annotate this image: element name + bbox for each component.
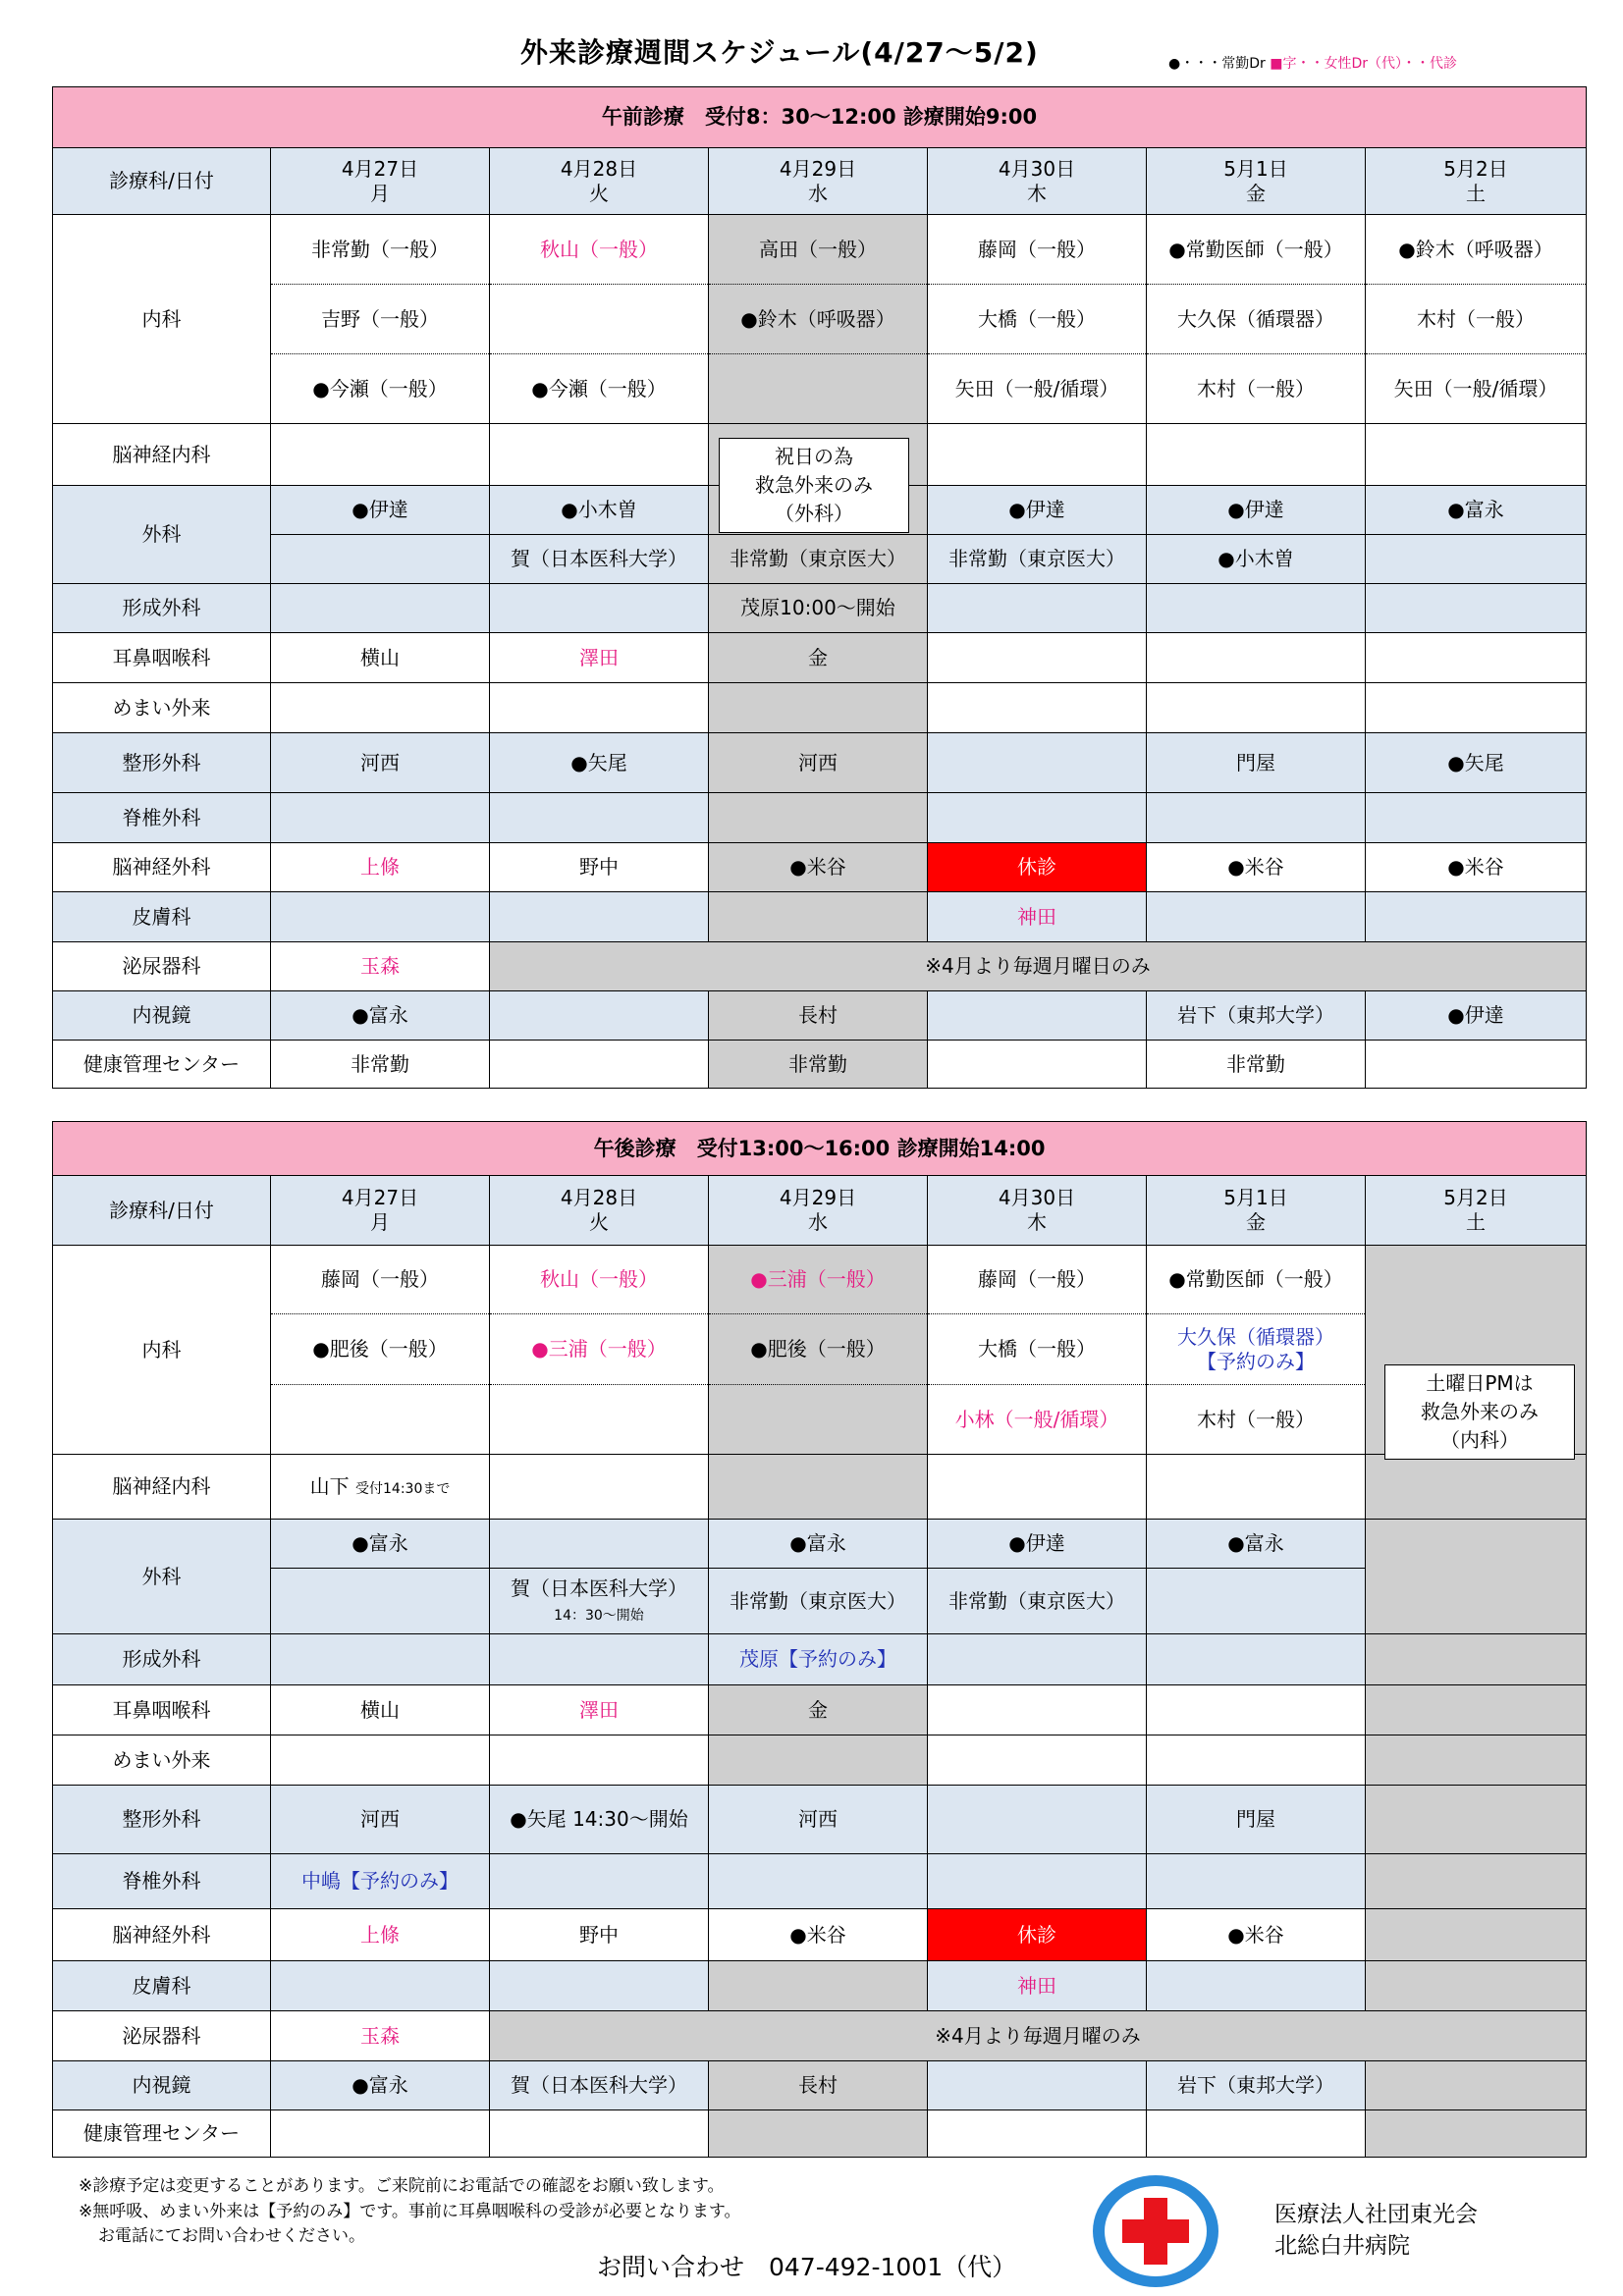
cell bbox=[271, 1569, 490, 1634]
day-header: 5月2日 土 bbox=[1366, 1176, 1587, 1246]
cell: 大久保（循環器） bbox=[1147, 285, 1366, 354]
dept-header: 診療科/日付 bbox=[53, 148, 271, 215]
cell: 横山 bbox=[271, 1685, 490, 1735]
cell: 中嶋【予約のみ】 bbox=[271, 1854, 490, 1909]
cell: 高田（一般） bbox=[709, 215, 928, 285]
day-header: 4月29日 水 bbox=[709, 148, 928, 215]
cell bbox=[490, 1041, 709, 1089]
cell: 神田 bbox=[928, 1961, 1147, 2011]
dept-label: 外科 bbox=[53, 1520, 271, 1634]
cell: ●今瀬（一般） bbox=[271, 354, 490, 424]
cell bbox=[1366, 424, 1587, 486]
day-header: 4月27日 月 bbox=[271, 1176, 490, 1246]
cell: ●富永 bbox=[1147, 1520, 1366, 1569]
cell: 木村（一般） bbox=[1366, 285, 1587, 354]
cell: 門屋 bbox=[1147, 733, 1366, 793]
dept-label: 健康管理センター bbox=[53, 1041, 271, 1089]
cell: ●富永 bbox=[271, 2061, 490, 2110]
cell: ●伊達 bbox=[271, 486, 490, 535]
dept-label: 脳神経内科 bbox=[53, 1455, 271, 1520]
cell: ●富永 bbox=[271, 1520, 490, 1569]
dept-label: 脳神経外科 bbox=[53, 1909, 271, 1961]
dept-label: 泌尿器科 bbox=[53, 942, 271, 991]
cell: 藤岡（一般） bbox=[271, 1246, 490, 1314]
cell: 神田 bbox=[928, 892, 1147, 942]
organization bbox=[1274, 2199, 1478, 2262]
cell: 非常勤（一般） bbox=[271, 215, 490, 285]
cell bbox=[928, 2061, 1147, 2110]
cell: 澤田 bbox=[490, 1685, 709, 1735]
cell bbox=[928, 733, 1147, 793]
cell: 茂原【予約のみ】 bbox=[709, 1634, 928, 1685]
dept-label: 耳鼻咽喉科 bbox=[53, 1685, 271, 1735]
cell bbox=[709, 354, 928, 424]
cell bbox=[271, 1385, 490, 1455]
legend-regular: ●・・・常勤Dr bbox=[1168, 56, 1266, 72]
cell: ●常勤医師（一般） bbox=[1147, 1246, 1366, 1314]
cell: 横山 bbox=[271, 633, 490, 683]
cell: 矢田（一般/循環） bbox=[928, 354, 1147, 424]
cell: 木村（一般） bbox=[1147, 354, 1366, 424]
cell: 河西 bbox=[271, 1786, 490, 1854]
cell: 非常勤 bbox=[709, 1041, 928, 1089]
cell: 金 bbox=[709, 1685, 928, 1735]
cell bbox=[490, 1385, 709, 1455]
dept-label: 脳神経外科 bbox=[53, 843, 271, 892]
cell: 非常勤 bbox=[1147, 1041, 1366, 1089]
saturday-note: 土曜日PMは 救急外来のみ （内科） bbox=[1384, 1364, 1575, 1460]
org-corp: 医療法人社団東光会 bbox=[1274, 2202, 1478, 2227]
cell: 上條 bbox=[271, 843, 490, 892]
dept-header: 診療科/日付 bbox=[53, 1176, 271, 1246]
cell: ●富永 bbox=[1366, 486, 1587, 535]
cell: 藤岡（一般） bbox=[928, 1246, 1147, 1314]
day-header: 4月28日 火 bbox=[490, 148, 709, 215]
cell: 澤田 bbox=[490, 633, 709, 683]
day-header: 4月30日 木 bbox=[928, 148, 1147, 215]
cell: 大橋（一般） bbox=[928, 285, 1147, 354]
day-header: 5月2日 土 bbox=[1366, 148, 1587, 215]
cell: ●三浦（一般） bbox=[709, 1246, 928, 1314]
cell: 山下 受付14:30まで bbox=[271, 1455, 490, 1520]
cell bbox=[1147, 424, 1366, 486]
cell bbox=[271, 424, 490, 486]
pm-band: 午後診療 受付13:00～16:00 診療開始14:00 bbox=[53, 1122, 1587, 1176]
cell: 小林（一般/循環） bbox=[928, 1385, 1147, 1455]
cell bbox=[928, 1041, 1147, 1089]
dept-label: 形成外科 bbox=[53, 1634, 271, 1685]
day-header: 5月1日 金 bbox=[1147, 1176, 1366, 1246]
cell: 賀（日本医科大学） bbox=[490, 535, 709, 584]
dept-label: めまい外来 bbox=[53, 1735, 271, 1786]
cell: ●伊達 bbox=[1147, 486, 1366, 535]
cell bbox=[1147, 1569, 1366, 1634]
cell: ●米谷 bbox=[709, 1909, 928, 1961]
legend-female: ■字・・女性Dr（代）・・代診 bbox=[1270, 56, 1457, 72]
merged-note: ※4月より毎週月曜日のみ bbox=[490, 942, 1587, 991]
cell: 河西 bbox=[709, 733, 928, 793]
cell: 木村（一般） bbox=[1147, 1385, 1366, 1455]
cell bbox=[928, 991, 1147, 1041]
cell: ●鈴木（呼吸器） bbox=[1366, 215, 1587, 285]
cell: 秋山（一般） bbox=[490, 215, 709, 285]
cell bbox=[490, 991, 709, 1041]
cell: ●常勤医師（一般） bbox=[1147, 215, 1366, 285]
cell: 大橋（一般） bbox=[928, 1314, 1147, 1385]
dept-label: めまい外来 bbox=[53, 683, 271, 733]
page-title: 外来診療週間スケジュール(4/27～5/2) bbox=[520, 36, 1039, 69]
cell bbox=[490, 424, 709, 486]
contact-phone: お問い合わせ 047-492-1001（代） bbox=[597, 2253, 1017, 2281]
cell: 上條 bbox=[271, 1909, 490, 1961]
cell: ●富永 bbox=[271, 991, 490, 1041]
dept-label: 内視鏡 bbox=[53, 2061, 271, 2110]
cell: ●小木曽 bbox=[490, 486, 709, 535]
cell: 藤岡（一般） bbox=[928, 215, 1147, 285]
cell: 長村 bbox=[709, 2061, 928, 2110]
day-header: 5月1日 金 bbox=[1147, 148, 1366, 215]
cell: 秋山（一般） bbox=[490, 1246, 709, 1314]
cell: ●三浦（一般） bbox=[490, 1314, 709, 1385]
cell: ●米谷 bbox=[709, 843, 928, 892]
cell: ●米谷 bbox=[1147, 1909, 1366, 1961]
holiday-note: 祝日の為 救急外来のみ （外科） bbox=[719, 438, 909, 533]
cell: 茂原10:00～開始 bbox=[709, 584, 928, 633]
cell: ●今瀬（一般） bbox=[490, 354, 709, 424]
dept-label: 皮膚科 bbox=[53, 892, 271, 942]
cell: 門屋 bbox=[1147, 1786, 1366, 1854]
cell bbox=[1366, 1041, 1587, 1089]
dept-label: 整形外科 bbox=[53, 733, 271, 793]
cell bbox=[709, 1385, 928, 1455]
cell bbox=[928, 424, 1147, 486]
day-header: 4月27日 月 bbox=[271, 148, 490, 215]
cell bbox=[928, 1786, 1147, 1854]
cell: ●伊達 bbox=[928, 1520, 1147, 1569]
dept-label: 内科 bbox=[53, 215, 271, 424]
day-header: 4月30日 木 bbox=[928, 1176, 1147, 1246]
footer-note-1: ※診療予定は変更することがあります。ご来院前にお電話での確認をお願い致します。 bbox=[79, 2176, 725, 2196]
cell: 矢田（一般/循環） bbox=[1366, 354, 1587, 424]
legend bbox=[1168, 53, 1457, 73]
closed-cell: 休診 bbox=[928, 1909, 1147, 1961]
cell: ●伊達 bbox=[928, 486, 1147, 535]
dept-label: 形成外科 bbox=[53, 584, 271, 633]
cell: 非常勤（東京医大） bbox=[928, 1569, 1147, 1634]
cell: 賀（日本医科大学） 14：30～開始 bbox=[490, 1569, 709, 1634]
footer-note-2: ※無呼吸、めまい外来は【予約のみ】です。事前に耳鼻咽喉科の受診が必要となります。 bbox=[79, 2201, 741, 2221]
cell: ●鈴木（呼吸器） bbox=[709, 285, 928, 354]
dept-label: 内科 bbox=[53, 1246, 271, 1455]
cell: 非常勤 bbox=[271, 1041, 490, 1089]
dept-label: 脊椎外科 bbox=[53, 1854, 271, 1909]
cell: 大久保（循環器） 【予約のみ】 bbox=[1147, 1314, 1366, 1385]
merged-note: ※4月より毎週月曜のみ bbox=[490, 2011, 1587, 2061]
cell: 野中 bbox=[490, 1909, 709, 1961]
dept-label: 外科 bbox=[53, 486, 271, 584]
cell: 非常勤（東京医大） bbox=[928, 535, 1147, 584]
day-header: 4月29日 水 bbox=[709, 1176, 928, 1246]
dept-label: 整形外科 bbox=[53, 1786, 271, 1854]
cell: 非常勤（東京医大） bbox=[709, 1569, 928, 1634]
cell bbox=[1366, 535, 1587, 584]
cell: 岩下（東邦大学） bbox=[1147, 991, 1366, 1041]
dept-label: 脊椎外科 bbox=[53, 793, 271, 843]
cell: 長村 bbox=[709, 991, 928, 1041]
am-band: 午前診療 受付8：30～12:00 診療開始9:00 bbox=[53, 87, 1587, 148]
cell: 河西 bbox=[709, 1786, 928, 1854]
day-header: 4月28日 火 bbox=[490, 1176, 709, 1246]
org-hospital: 北総白井病院 bbox=[1274, 2233, 1410, 2260]
dept-label: 脳神経内科 bbox=[53, 424, 271, 486]
dept-label: 耳鼻咽喉科 bbox=[53, 633, 271, 683]
dept-label: 健康管理センター bbox=[53, 2110, 271, 2158]
footer-note-3: お電話にてお問い合わせください。 bbox=[98, 2226, 365, 2246]
cell: 玉森 bbox=[271, 942, 490, 991]
dept-label: 内視鏡 bbox=[53, 991, 271, 1041]
cell: 河西 bbox=[271, 733, 490, 793]
cell: 賀（日本医科大学） bbox=[490, 2061, 709, 2110]
cell: ●矢尾 14:30～開始 bbox=[490, 1786, 709, 1854]
cell: ●矢尾 bbox=[490, 733, 709, 793]
cell: ●肥後（一般） bbox=[709, 1314, 928, 1385]
cell: 岩下（東邦大学） bbox=[1147, 2061, 1366, 2110]
dept-label: 皮膚科 bbox=[53, 1961, 271, 2011]
cell: ●肥後（一般） bbox=[271, 1314, 490, 1385]
closed-cell: 休診 bbox=[928, 843, 1147, 892]
cell bbox=[490, 1520, 709, 1569]
cell: 吉野（一般） bbox=[271, 285, 490, 354]
cell bbox=[271, 535, 490, 584]
cell: 非常勤（東京医大） bbox=[709, 535, 928, 584]
hospital-cross-logo-icon bbox=[1090, 2172, 1222, 2290]
cell: ●伊達 bbox=[1366, 991, 1587, 1041]
cell: 野中 bbox=[490, 843, 709, 892]
cell: 玉森 bbox=[271, 2011, 490, 2061]
cell: ●矢尾 bbox=[1366, 733, 1587, 793]
cell: ●富永 bbox=[709, 1520, 928, 1569]
cell: ●米谷 bbox=[1366, 843, 1587, 892]
cell: ●小木曽 bbox=[1147, 535, 1366, 584]
footer-notes bbox=[79, 2174, 741, 2250]
cell: 金 bbox=[709, 633, 928, 683]
cell: ●米谷 bbox=[1147, 843, 1366, 892]
dept-label: 泌尿器科 bbox=[53, 2011, 271, 2061]
cell bbox=[490, 285, 709, 354]
am-schedule-table bbox=[52, 86, 1587, 1089]
pm-schedule-table bbox=[52, 1121, 1587, 2158]
